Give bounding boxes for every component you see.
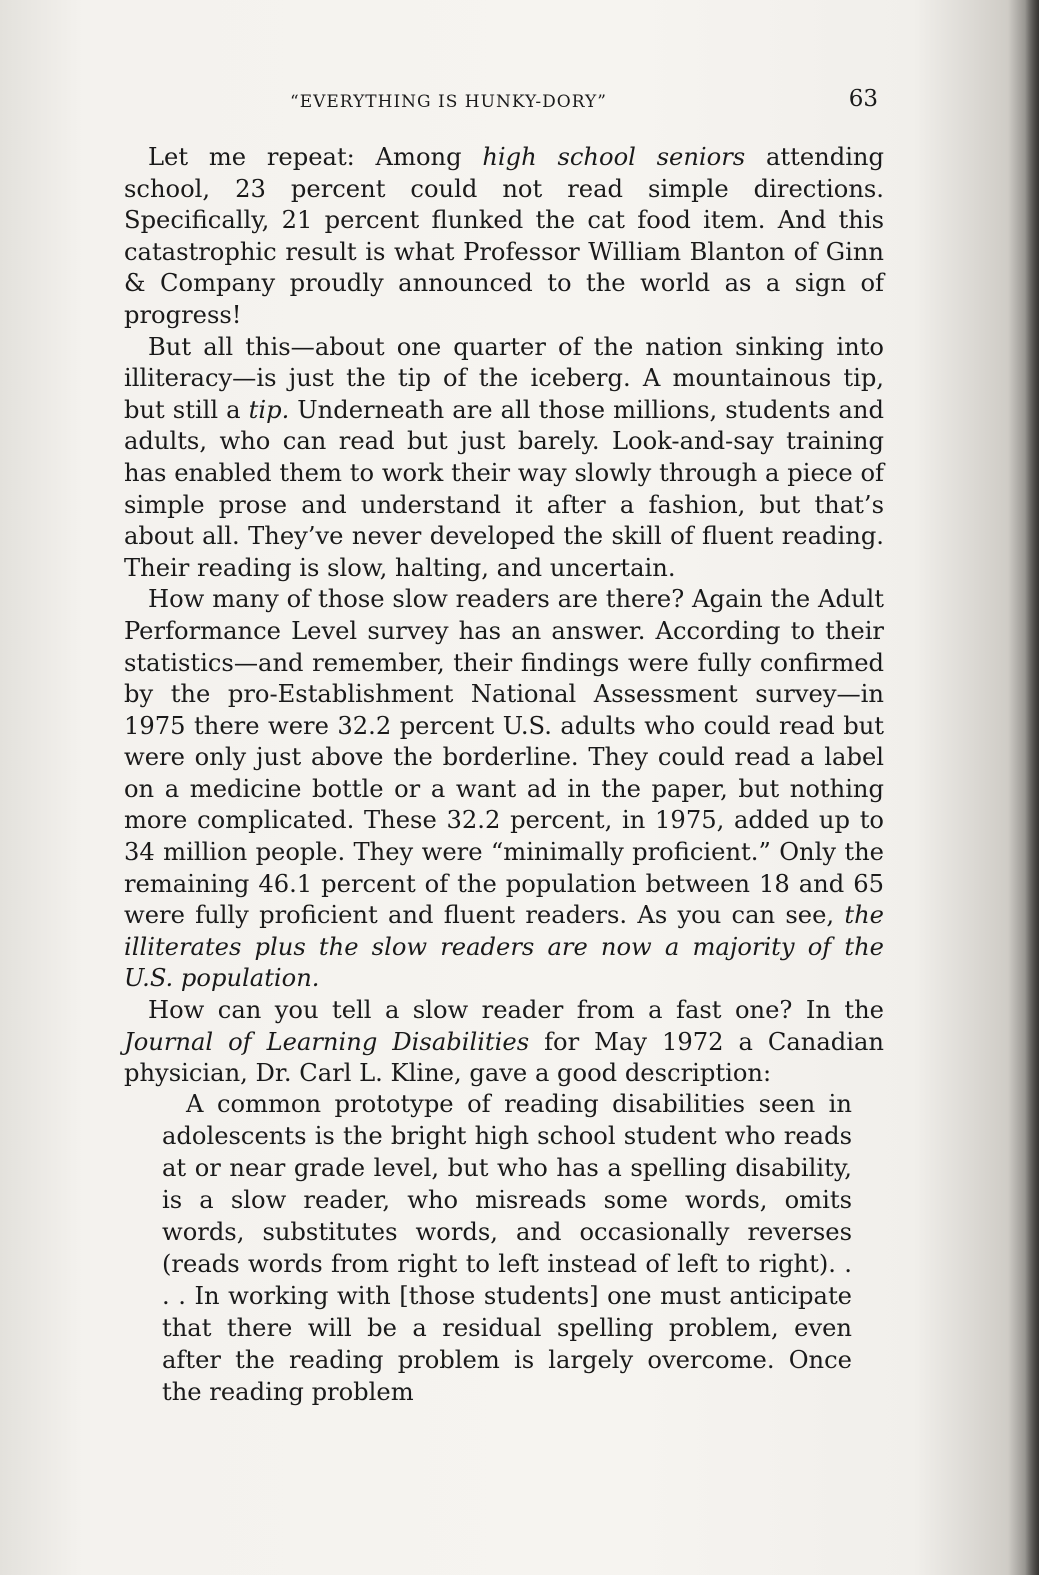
paragraph-text: for May 1972 a Canadian physician, Dr. Carl L. Kline, gave a good description: <box>124 1027 885 1088</box>
paragraph-text: How can you tell a slow reader from a fast one? In the <box>148 996 884 1025</box>
paragraph <box>124 142 884 332</box>
emphasis-text: high school seniors <box>482 143 746 171</box>
paragraph-text: But all this—about one quarter of the nation sinking into illiteracy—is just the tip of the iceberg. A mountainous tip, but still a <box>124 332 884 424</box>
paragraph-text: attending school, 23 percent could not read simple directions. Specifically, 21 percent flunked the cat food item. And this catastrophic result is what Professor William Blanton of Ginn & Company proudly announced to the world as a sign of progress! <box>124 143 884 329</box>
running-title: “EVERYTHING IS HUNKY-DORY” <box>290 92 607 112</box>
paragraph <box>124 584 884 995</box>
running-head <box>120 86 900 120</box>
quote-text: A common prototype of reading disabilities seen in adolescents is the bright high school student who reads at or near grade level, but who has a spelling disability, is a slow reader, who misreads some words, omits words, substitutes words, and occasionally reverses (reads words from right to left instead of left to right). . . . In working with [those students] one must anticipate that there will be a residual spelling problem, even after the reading problem is largely overcome. Once the reading problem <box>162 1090 852 1406</box>
paragraph <box>124 332 884 585</box>
emphasis-text: tip. <box>248 395 290 424</box>
paragraph-text: Let me repeat: Among <box>148 143 483 171</box>
block-quote <box>162 1088 852 1408</box>
body-text <box>124 142 884 1090</box>
page-number: 63 <box>848 86 878 112</box>
paragraph <box>124 995 884 1090</box>
emphasis-text: the illiterates plus the slow readers are now a majority of the U.S. population. <box>124 901 884 993</box>
paragraph-text: How many of those slow readers are there? Again the Adult Performance Level survey has an answer. According to their statistics—and remember, their findings were fully confirmed by the pro-Establishment National Assessment survey—in 1975 there were 32.2 percent U.S. adults who could read but were only just above the borderline. They could read a label on a medicine bottle or a want ad in the paper, but nothing more complicated. These 32.2 percent, in 1975, added up to 34 million people. They were “minimally proficient.” Only the remaining 46.1 percent of the population between 18 and 65 were fully proficient and fluent readers. As you can see, <box>124 585 884 930</box>
emphasis-text: Journal of Learning Disabilities <box>124 1027 530 1056</box>
paragraph-text: Underneath are all those millions, students and adults, who can read but just barely. Look-and-say training has enabled them to work their way slowly through a piece of simple prose and understand it after a fashion, but that’s about all. They’ve never developed the skill of fluent reading. Their reading is slow, halting, and uncertain. <box>124 395 884 582</box>
